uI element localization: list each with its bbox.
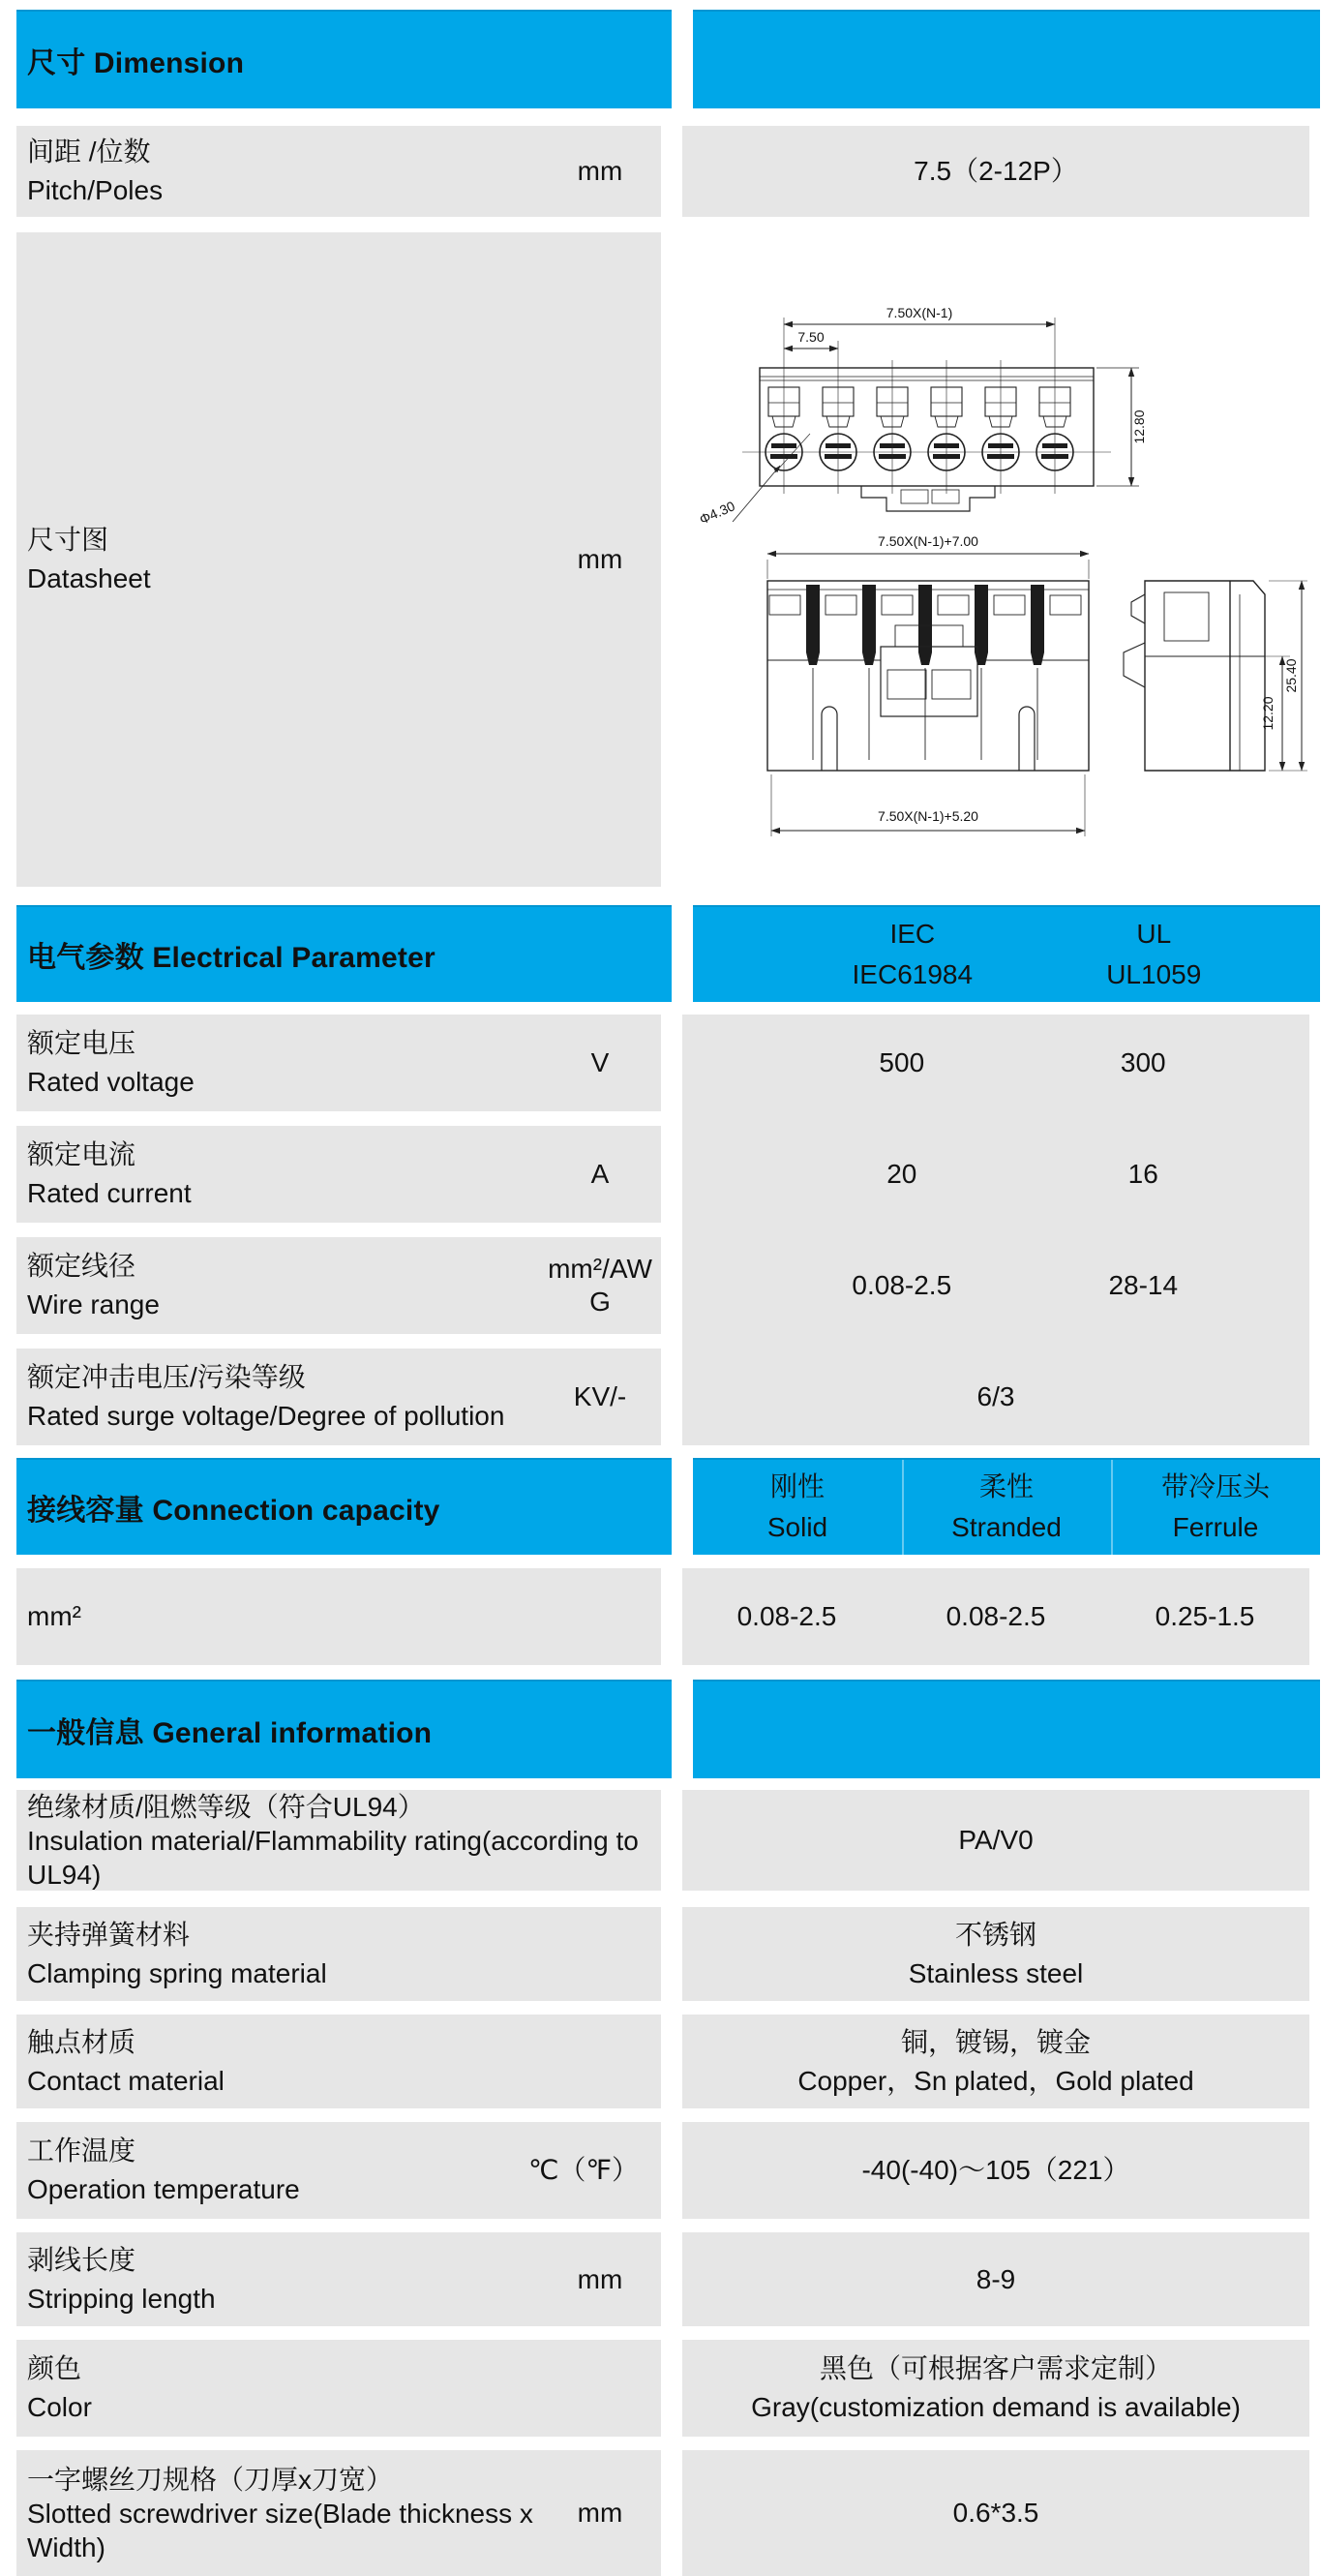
column-header-stranded xyxy=(902,1460,1111,1555)
column-gap xyxy=(672,1680,693,1778)
stripping-label xyxy=(16,2241,543,2318)
dim-plug-top-width: 7.50X(N-1)+7.00 xyxy=(878,533,978,549)
pitch-label-en: Pitch/Poles xyxy=(27,175,164,205)
section-header-connection xyxy=(16,1458,1321,1555)
capacity-unit-label: mm² xyxy=(27,1601,81,1631)
pitch-value: 7.5（2-12P） xyxy=(682,126,1309,217)
dim-plug-bottom-width: 7.50X(N-1)+5.20 xyxy=(878,808,978,824)
connection-title: 接线容量 Connection capacity xyxy=(27,1495,440,1527)
color-value-cell xyxy=(682,2340,1309,2437)
column-header-iec xyxy=(799,907,1025,1002)
row-surge-voltage xyxy=(16,1349,661,1445)
stripping-zh: 剥线长度 xyxy=(27,2244,136,2275)
screwdriver-value: 0.6*3.5 xyxy=(952,2498,1039,2528)
clamping-en: Clamping spring material xyxy=(27,1957,327,1988)
dim-side-inner-height: 12.20 xyxy=(1260,696,1276,731)
general-header-right xyxy=(693,1680,1320,1778)
column-gap xyxy=(661,2340,682,2437)
contact-value-cell xyxy=(682,2015,1309,2108)
temperature-zh: 工作温度 xyxy=(27,2136,136,2166)
screwdriver-zh: 一字螺丝刀规格（刀厚x刀宽） xyxy=(27,2464,394,2495)
connection-columns-header xyxy=(693,1458,1320,1555)
dim-pitch-total: 7.50X(N-1) xyxy=(886,305,953,320)
color-value-en: Gray(customization demand is available) xyxy=(751,2392,1241,2422)
wire-range-label xyxy=(16,1247,543,1324)
datasheet-label-en: Datasheet xyxy=(27,563,151,593)
column-gap xyxy=(661,2232,682,2326)
pitch-label-zh: 间距 /位数 xyxy=(27,136,151,167)
stripping-value-cell xyxy=(682,2232,1309,2326)
dimension-header-right xyxy=(693,10,1320,108)
insulation-label xyxy=(16,1790,661,1892)
wire-range-zh: 额定线径 xyxy=(27,1251,136,1281)
wire-range-iec: 0.08-2.5 xyxy=(852,1270,952,1300)
column-gap xyxy=(661,1015,682,1445)
contact-label-cell xyxy=(16,2015,661,2108)
pitch-unit: mm xyxy=(577,156,623,186)
clamping-value-cell xyxy=(682,1907,1309,2001)
dimension-title: 尺寸 Dimension xyxy=(27,47,245,79)
wire-range-unit: mm²/AWG xyxy=(548,1254,652,1317)
ferrule-zh: 带冷压头 xyxy=(1160,1471,1270,1501)
column-gap xyxy=(661,1907,682,2001)
capacity-solid: 0.08-2.5 xyxy=(736,1601,837,1631)
rated-voltage-ul: 300 xyxy=(1120,1047,1166,1077)
clamping-label xyxy=(16,1916,661,1993)
pitch-label-cell xyxy=(16,126,661,217)
rated-current-iec: 20 xyxy=(886,1159,917,1189)
technical-drawing-cell xyxy=(682,232,1309,887)
iec-standard: IEC xyxy=(889,919,936,949)
screwdriver-label-cell xyxy=(16,2450,661,2576)
surge-voltage-label xyxy=(16,1358,543,1436)
general-title: 一般信息 General information xyxy=(27,1717,433,1749)
temperature-value: -40(-40)～105（221） xyxy=(861,2155,1130,2185)
screwdriver-value-cell xyxy=(682,2450,1309,2576)
contact-label xyxy=(16,2023,661,2101)
ul-code: UL1059 xyxy=(1106,959,1202,989)
color-value-zh: 黑色（可根据客户需求定制） xyxy=(819,2353,1172,2383)
row-rated-current xyxy=(16,1126,661,1223)
wire-range-en: Wire range xyxy=(27,1289,160,1319)
rated-voltage-unit: V xyxy=(590,1047,610,1077)
column-header-ferrule xyxy=(1111,1460,1320,1555)
clamping-zh: 夹持弹簧材料 xyxy=(27,1919,191,1950)
color-label xyxy=(16,2349,661,2427)
dim-pitch: 7.50 xyxy=(797,329,825,345)
general-title-cell xyxy=(16,1680,672,1778)
section-header-dimension xyxy=(16,10,1321,108)
surge-voltage-value: 6/3 xyxy=(976,1381,1015,1411)
color-label-cell xyxy=(16,2340,661,2437)
solid-zh: 刚性 xyxy=(769,1471,825,1501)
surge-voltage-zh: 额定冲击电压/污染等级 xyxy=(27,1362,306,1392)
section-header-electrical xyxy=(16,905,1321,1002)
rated-current-zh: 额定电流 xyxy=(27,1139,136,1169)
dim-front-height: 12.80 xyxy=(1131,409,1147,444)
stranded-zh: 柔性 xyxy=(978,1471,1034,1501)
rated-voltage-iec: 500 xyxy=(879,1047,925,1077)
temperature-label-cell xyxy=(16,2122,661,2219)
wire-range-values xyxy=(682,1237,1309,1334)
row-connection-capacity xyxy=(16,1568,1321,1665)
clamping-value-zh: 不锈钢 xyxy=(954,1919,1036,1950)
electrical-values-panel xyxy=(682,1015,1309,1445)
electrical-labels-column xyxy=(16,1015,661,1445)
column-header-ul xyxy=(1041,907,1267,1002)
iec-code: IEC61984 xyxy=(852,959,974,989)
rated-voltage-label xyxy=(16,1024,543,1102)
column-gap xyxy=(672,905,693,1002)
rated-current-label xyxy=(16,1136,543,1213)
rated-current-ul: 16 xyxy=(1127,1159,1158,1189)
column-gap xyxy=(672,10,693,108)
electrical-title: 电气参数 Electrical Parameter xyxy=(27,942,435,974)
electrical-title-cell xyxy=(16,905,672,1002)
dimension-title-cell xyxy=(16,10,672,108)
screwdriver-en: Slotted screwdriver size(Blade thickness x Width) xyxy=(27,2498,533,2562)
row-clamping-spring xyxy=(16,1907,1321,2001)
datasheet-unit: mm xyxy=(577,544,623,574)
capacity-stranded: 0.08-2.5 xyxy=(946,1601,1046,1631)
temperature-value-cell xyxy=(682,2122,1309,2219)
wire-range-ul: 28-14 xyxy=(1108,1270,1179,1300)
column-gap xyxy=(661,2450,682,2576)
solid-en: Solid xyxy=(766,1512,828,1542)
clamping-value-en: Stainless steel xyxy=(908,1957,1084,1988)
column-gap xyxy=(661,2122,682,2219)
rated-voltage-values xyxy=(682,1015,1309,1111)
column-gap xyxy=(661,1790,682,1891)
column-gap xyxy=(661,126,682,217)
insulation-label-cell xyxy=(16,1790,661,1891)
column-gap xyxy=(661,232,682,887)
insulation-en: Insulation material/Flammability rating(according to UL94) xyxy=(27,1825,639,1890)
stripping-en: Stripping length xyxy=(27,2283,216,2314)
stripping-unit: mm xyxy=(577,2263,623,2294)
spec-sheet xyxy=(0,10,1321,2576)
clamping-label-cell xyxy=(16,1907,661,2001)
column-gap xyxy=(672,1458,693,1555)
ferrule-en: Ferrule xyxy=(1172,1512,1259,1542)
stranded-en: Stranded xyxy=(951,1512,1062,1542)
color-zh: 颜色 xyxy=(27,2353,82,2383)
insulation-value: PA/V0 xyxy=(958,1825,1034,1855)
row-stripping-length xyxy=(16,2232,1321,2326)
temperature-unit: ℃（℉） xyxy=(527,2155,640,2185)
capacity-ferrule: 0.25-1.5 xyxy=(1155,1601,1255,1631)
row-contact-material xyxy=(16,2015,1321,2108)
ul-standard: UL xyxy=(1136,919,1172,949)
contact-en: Contact material xyxy=(27,2065,225,2096)
dim-side-total-height: 25.40 xyxy=(1283,658,1299,693)
surge-voltage-unit: KV/- xyxy=(573,1381,627,1411)
contact-zh: 触点材质 xyxy=(27,2026,136,2057)
temperature-en: Operation temperature xyxy=(27,2174,300,2204)
contact-value-en: Copper，Sn plated，Gold plated xyxy=(797,2065,1194,2096)
stripping-value: 8-9 xyxy=(976,2263,1016,2294)
rated-voltage-en: Rated voltage xyxy=(27,1067,195,1097)
row-color xyxy=(16,2340,1321,2437)
stripping-label-cell xyxy=(16,2232,661,2326)
rated-voltage-zh: 额定电压 xyxy=(27,1028,136,1058)
screwdriver-unit: mm xyxy=(577,2498,623,2528)
column-gap xyxy=(661,1568,682,1665)
temperature-label xyxy=(16,2132,510,2209)
rated-current-unit: A xyxy=(590,1159,610,1189)
rated-current-en: Rated current xyxy=(27,1178,192,1208)
datasheet-label-cell xyxy=(16,232,661,887)
datasheet-label xyxy=(16,521,543,598)
row-wire-range xyxy=(16,1237,661,1334)
column-gap xyxy=(661,2015,682,2108)
surge-voltage-en: Rated surge voltage/Degree of pollution xyxy=(27,1401,505,1431)
electrical-rows xyxy=(16,1015,1321,1445)
row-insulation-material xyxy=(16,1790,1321,1891)
connection-title-cell xyxy=(16,1458,672,1555)
section-header-general xyxy=(16,1680,1321,1778)
dim-hole-diameter: Φ4.30 xyxy=(697,498,737,528)
electrical-standards-header xyxy=(693,905,1320,1002)
pitch-label xyxy=(16,133,543,210)
row-rated-voltage xyxy=(16,1015,661,1111)
rated-current-values xyxy=(682,1126,1309,1223)
row-screwdriver-size xyxy=(16,2450,1321,2576)
technical-drawing xyxy=(682,232,1309,887)
column-header-solid xyxy=(693,1460,902,1555)
insulation-value-cell xyxy=(682,1790,1309,1891)
row-pitch-poles xyxy=(16,126,1321,217)
capacity-values xyxy=(682,1568,1309,1665)
capacity-label-cell xyxy=(16,1568,661,1665)
insulation-zh: 绝缘材质/阻燃等级（符合UL94） xyxy=(27,1791,425,1822)
color-en: Color xyxy=(27,2392,92,2422)
datasheet-label-zh: 尺寸图 xyxy=(27,525,109,555)
screwdriver-label xyxy=(16,2463,543,2564)
contact-value-zh: 铜，镀锡，镀金 xyxy=(900,2026,1091,2057)
row-operation-temperature xyxy=(16,2122,1321,2219)
row-datasheet-drawing xyxy=(16,232,1321,887)
